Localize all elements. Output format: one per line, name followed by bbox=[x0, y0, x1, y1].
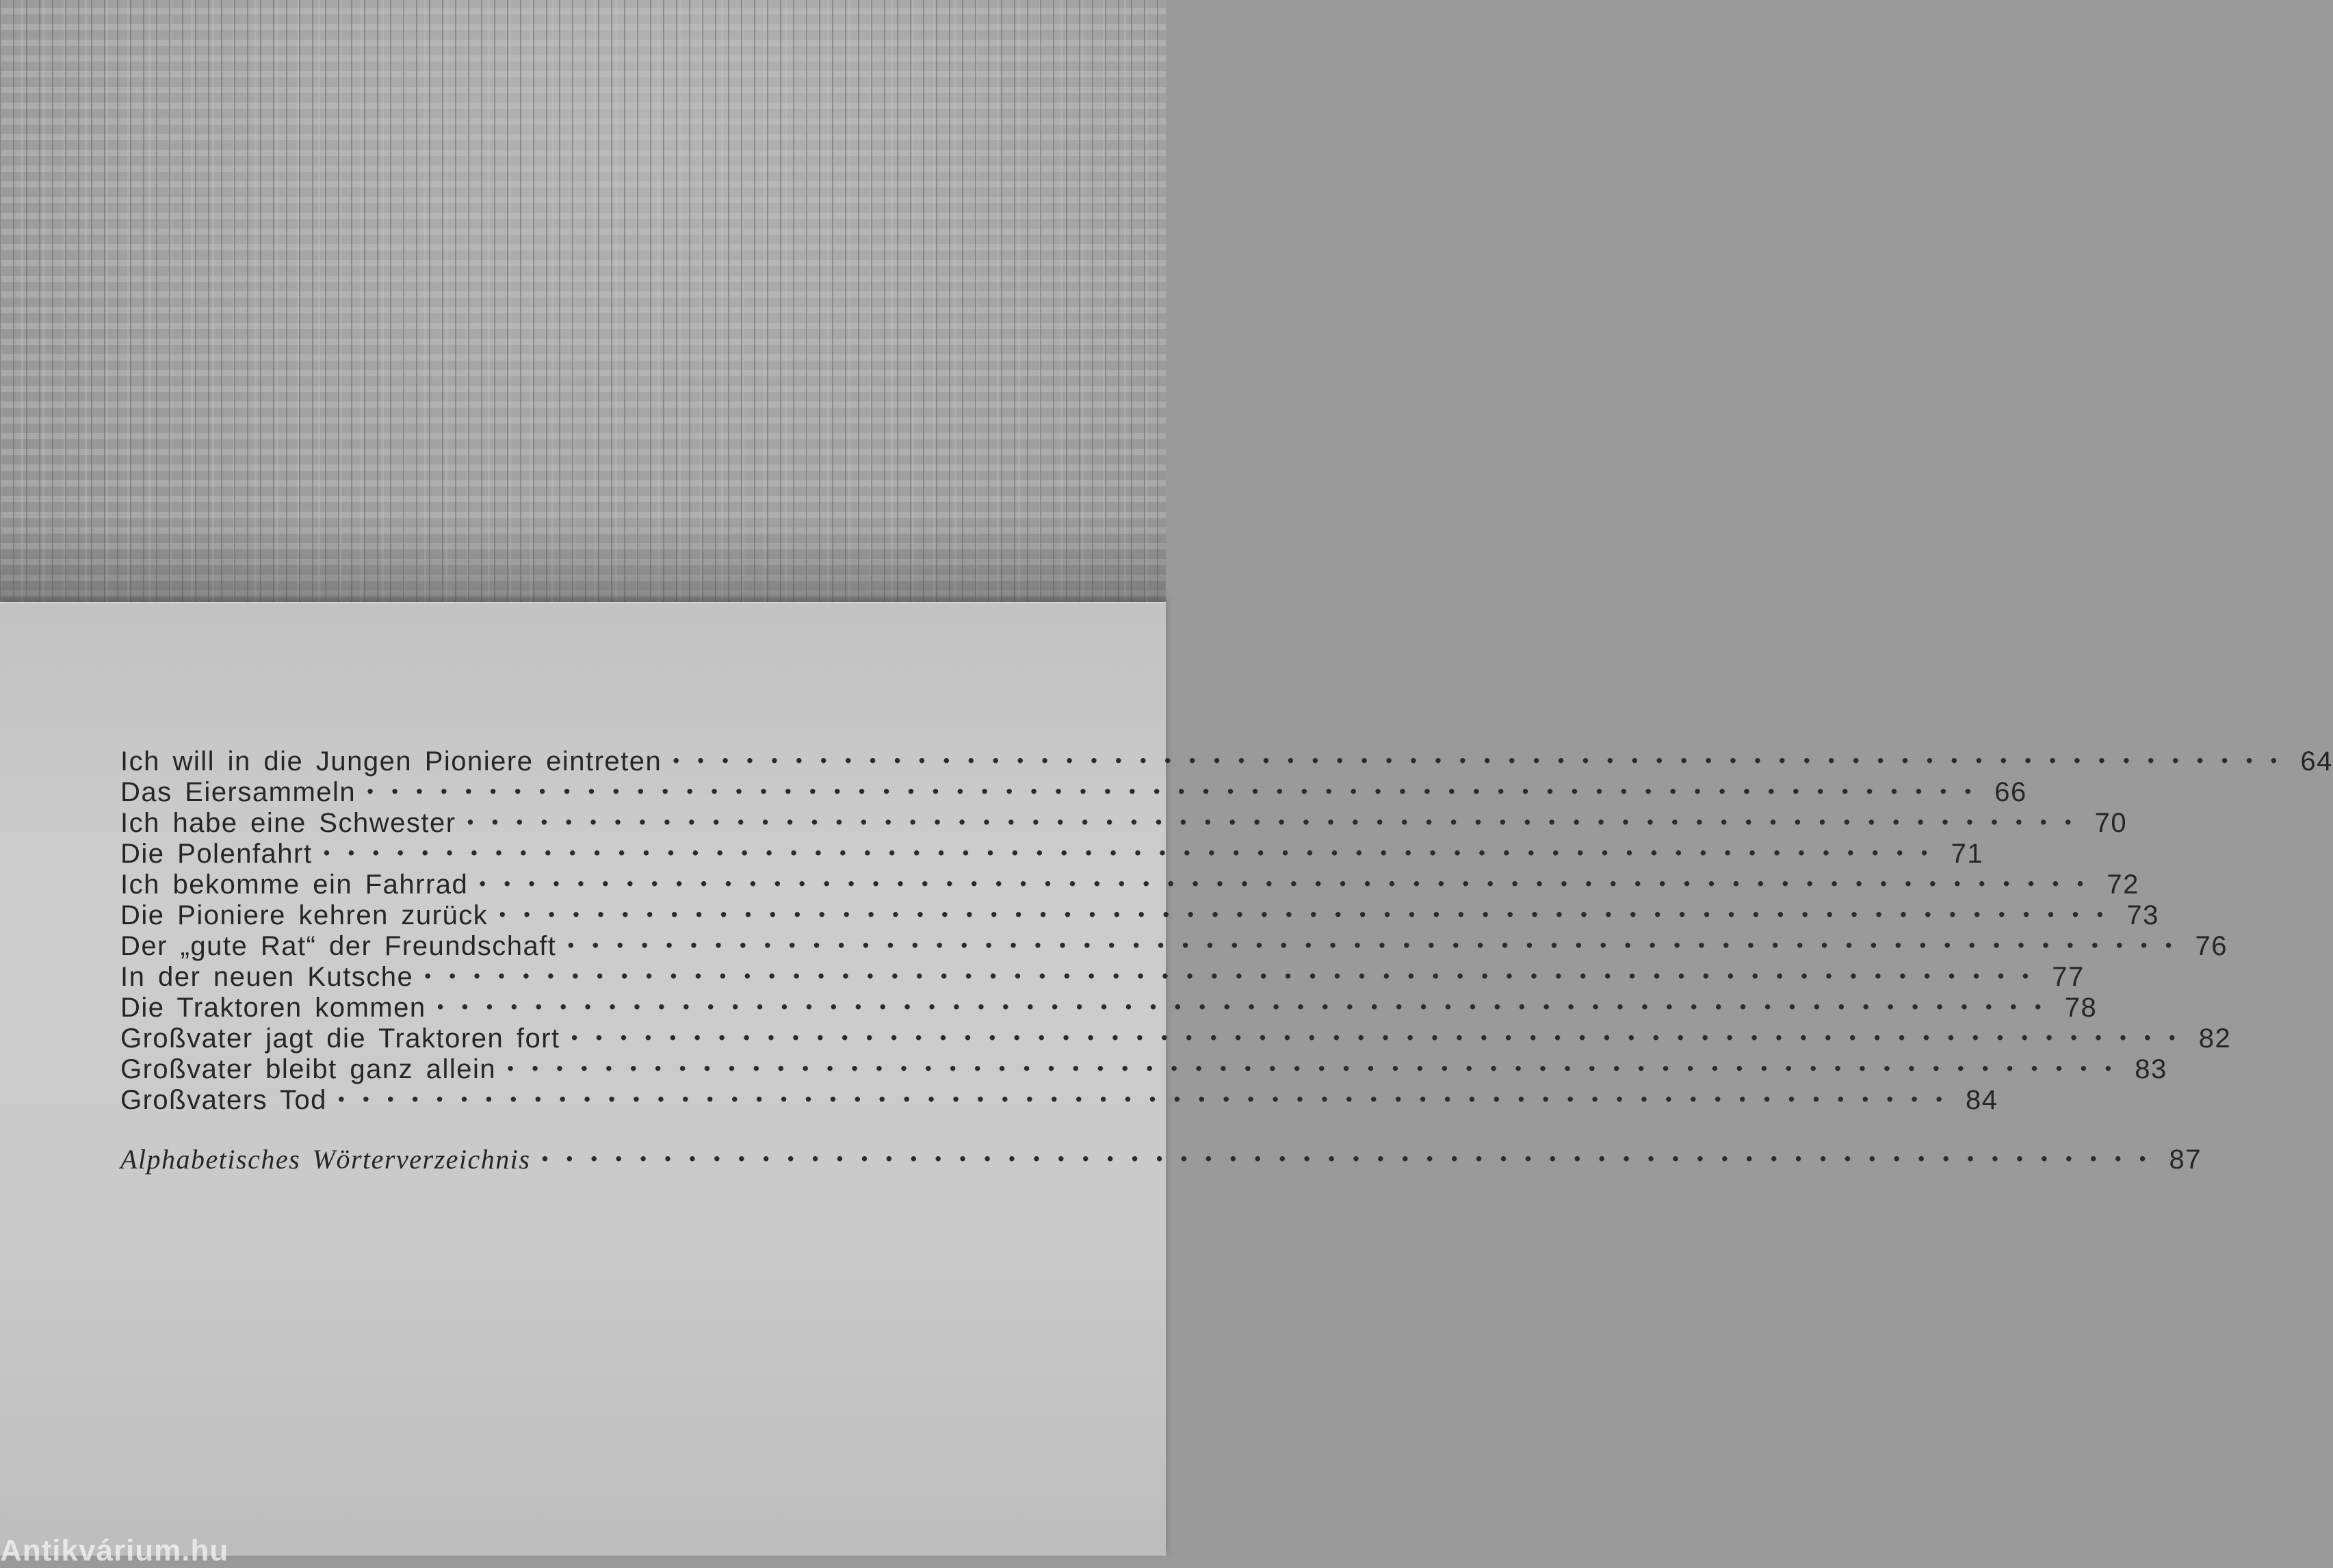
toc-entry-title: Die Polenfahrt bbox=[120, 839, 313, 869]
toc-entry bbox=[120, 868, 2139, 900]
toc-appendix-page: 87 bbox=[2169, 1145, 2202, 1175]
toc-entry-page: 82 bbox=[2198, 1023, 2232, 1054]
toc-entry-title: Ich habe eine Schwester bbox=[120, 808, 456, 838]
toc-leader-dots: ·································································· bbox=[671, 745, 2294, 777]
toc-entry bbox=[120, 930, 2228, 962]
toc-entry-title: Großvaters Tod bbox=[120, 1085, 327, 1115]
toc-entry-title: Ich will in die Jungen Pioniere eintreten bbox=[120, 746, 662, 776]
toc-leader-dots: ·································································· bbox=[478, 868, 2100, 900]
toc-appendix-entry bbox=[120, 1143, 2202, 1175]
toc-entry-title: Großvater bleibt ganz allein bbox=[120, 1054, 497, 1084]
toc-leader-dots: ·································································· bbox=[322, 837, 1944, 870]
toc-entry-title: Die Traktoren kommen bbox=[120, 993, 426, 1023]
toc-entry-page: 66 bbox=[1994, 777, 2027, 807]
toc-entry-title: Ich bekomme ein Fahrrad bbox=[120, 870, 469, 900]
toc-entry-page: 84 bbox=[1966, 1085, 1998, 1115]
toc-entry bbox=[120, 776, 2027, 808]
toc-leader-dots: ·································································· bbox=[465, 807, 2088, 839]
toc-entry-title: Die Pioniere kehren zurück bbox=[120, 900, 488, 930]
toc-leader-dots: ·································································· bbox=[435, 991, 2058, 1023]
toc-spacer bbox=[120, 1115, 1119, 1144]
toc-entry-page: 77 bbox=[2052, 962, 2085, 992]
toc-entry-page: 73 bbox=[2126, 900, 2159, 930]
toc-entry bbox=[120, 1053, 2167, 1085]
toc-entry bbox=[120, 961, 2085, 993]
watermark: Antikvárium.hu bbox=[0, 1534, 229, 1567]
toc-entry bbox=[120, 807, 2128, 839]
toc-leader-dots: ·································································· bbox=[506, 1053, 2128, 1085]
toc-entry-title: Das Eiersammeln bbox=[120, 777, 356, 807]
toc-entry-page: 78 bbox=[2064, 993, 2098, 1023]
toc-entry-page: 72 bbox=[2107, 870, 2139, 900]
toc-leader-dots: ·································································· bbox=[423, 961, 2046, 993]
toc-entry bbox=[120, 1022, 2232, 1054]
toc-entry-title: Der „gute Rat“ der Freundschaft bbox=[120, 931, 557, 961]
toc-entry bbox=[120, 1084, 1998, 1116]
toc-entry-page: 70 bbox=[2094, 808, 2128, 838]
toc-entry-title: Großvater jagt die Traktoren fort bbox=[120, 1023, 560, 1054]
toc-entry bbox=[120, 991, 2098, 1023]
toc-leader-dots: ·································································· bbox=[365, 776, 1988, 808]
toc-leader-dots: ·································································· bbox=[540, 1143, 2163, 1175]
page-shadow bbox=[0, 520, 1166, 612]
toc-leader-dots: ·································································· bbox=[566, 930, 2189, 962]
toc-leader-dots: ·································································· bbox=[497, 899, 2120, 931]
table-of-contents bbox=[120, 745, 2333, 1175]
toc-entry bbox=[120, 837, 1984, 870]
toc-leader-dots: ·································································· bbox=[336, 1084, 1959, 1116]
toc-appendix-title: Alphabetisches Wörterverzeichnis bbox=[120, 1144, 531, 1175]
toc-entry-page: 83 bbox=[2135, 1054, 2167, 1084]
toc-entry-title: In der neuen Kutsche bbox=[120, 962, 414, 992]
toc-entry-page: 71 bbox=[1951, 839, 1984, 869]
toc-entry bbox=[120, 899, 2159, 931]
toc-entry-page: 64 bbox=[2300, 746, 2333, 776]
toc-leader-dots: ·································································· bbox=[569, 1022, 2192, 1054]
toc-entry-page: 76 bbox=[2195, 931, 2228, 961]
toc-entry bbox=[120, 745, 2333, 777]
